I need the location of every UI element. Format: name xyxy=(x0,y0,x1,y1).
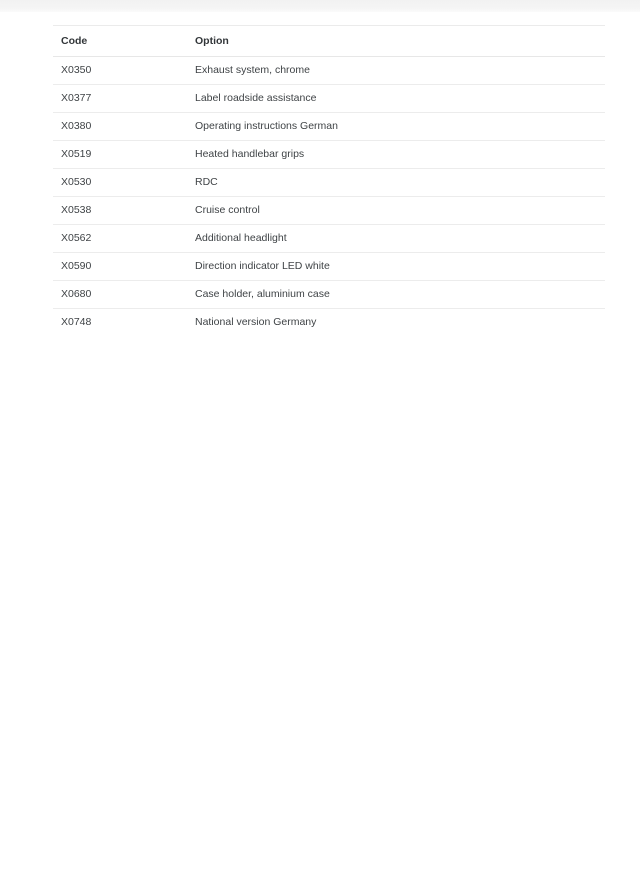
cell-code: X0562 xyxy=(53,225,187,253)
table-row xyxy=(53,113,605,141)
table-row xyxy=(53,57,605,85)
header-row xyxy=(53,26,605,57)
cell-option: Operating instructions German xyxy=(187,113,605,141)
cell-code: X0519 xyxy=(53,141,187,169)
cell-code: X0350 xyxy=(53,57,187,85)
cell-option: Cruise control xyxy=(187,197,605,225)
cell-code: X0590 xyxy=(53,253,187,281)
column-header-code: Code xyxy=(53,26,187,57)
table-row xyxy=(53,225,605,253)
cell-code: X0748 xyxy=(61,316,92,328)
top-bar xyxy=(0,0,640,12)
table-row xyxy=(53,141,605,169)
cell-option: Additional headlight xyxy=(187,225,605,253)
cell-option: Case holder, aluminium case xyxy=(187,281,605,309)
cell-option: Label roadside assistance xyxy=(187,85,605,113)
table-row xyxy=(53,169,605,197)
table-row xyxy=(53,85,605,113)
cell-code: X0680 xyxy=(53,281,187,309)
cell-option: Heated handlebar grips xyxy=(187,141,605,169)
table-body xyxy=(53,57,605,337)
cell-code: X0377 xyxy=(53,85,187,113)
cell-code: X0530 xyxy=(53,169,187,197)
cell-option: National version Germany xyxy=(195,316,317,328)
table-header xyxy=(53,26,605,57)
cell-option: RDC xyxy=(187,169,605,197)
column-header-option: Option xyxy=(187,26,605,57)
cell-option: Exhaust system, chrome xyxy=(187,57,605,85)
table-row xyxy=(53,281,605,309)
cell-code: X0380 xyxy=(53,113,187,141)
table-row xyxy=(53,253,605,281)
table-row xyxy=(53,197,605,225)
page-content xyxy=(53,25,605,336)
options-table xyxy=(53,25,605,336)
cell-option: Direction indicator LED white xyxy=(187,253,605,281)
cell-code: X0538 xyxy=(53,197,187,225)
table-row xyxy=(53,309,605,337)
